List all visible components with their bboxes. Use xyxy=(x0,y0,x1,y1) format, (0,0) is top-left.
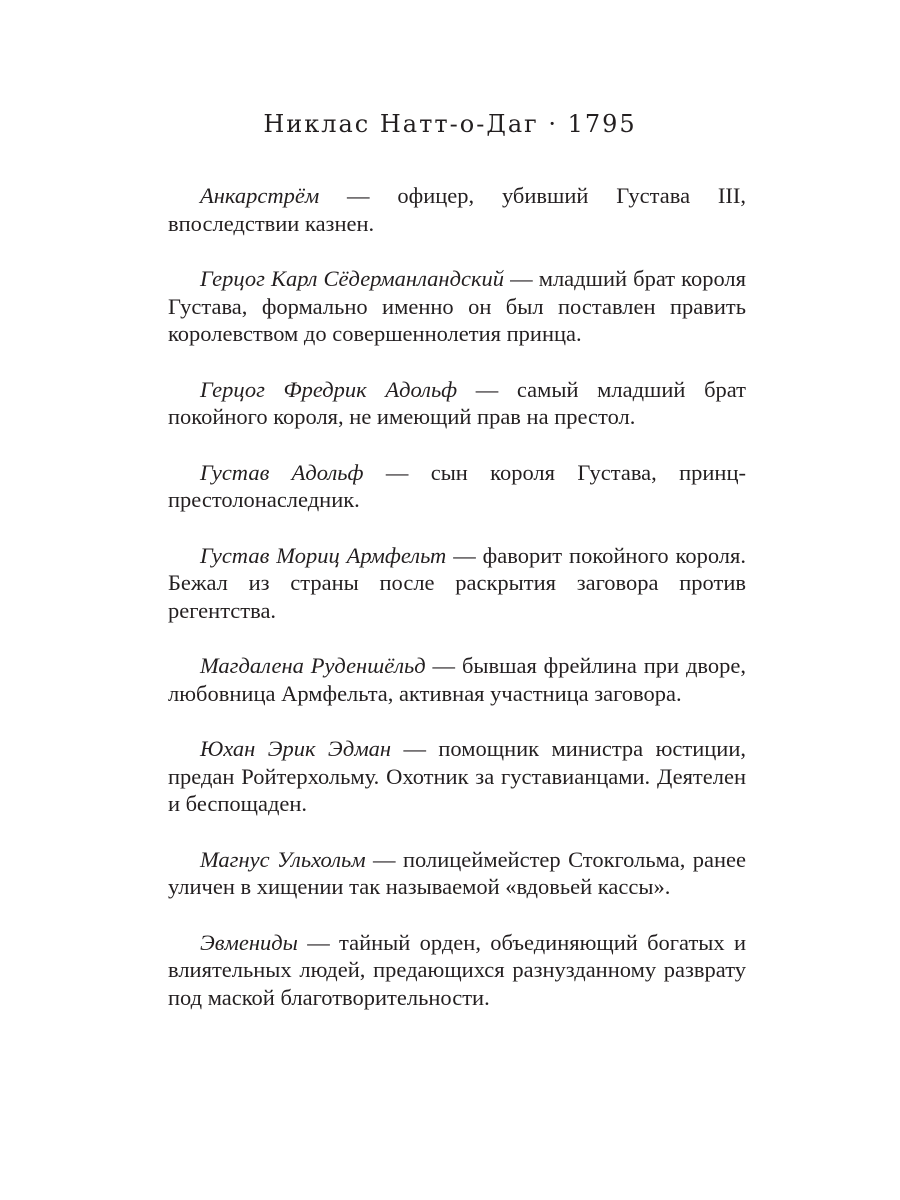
character-name: Магнус Ульхольм xyxy=(200,846,366,872)
character-description: — младший брат короля Густава, формально именно он был поставлен править королевством до совершеннолетия принца. xyxy=(168,266,747,346)
character-entry xyxy=(168,182,746,237)
character-description: — сын короля Густава, принц-престолонаследник. xyxy=(168,459,747,512)
character-name: Эвмениды xyxy=(200,929,298,955)
character-entry xyxy=(168,652,746,707)
character-name: Густав Адольф xyxy=(200,459,364,485)
character-entry xyxy=(168,929,746,1012)
character-name: Магдалена Руденшёльд xyxy=(200,653,426,678)
character-list xyxy=(168,182,746,1039)
character-name: Герцог Карл Сёдерманландский xyxy=(200,266,504,291)
character-entry xyxy=(168,542,746,625)
character-description: — фаворит покойного короля. Бежал из страны после раскрытия заговора против регентства. xyxy=(168,542,747,623)
character-entry xyxy=(168,376,746,431)
character-name: Густав Мориц Армфельт xyxy=(200,542,447,568)
character-description: — самый младший брат покойного короля, не имеющий прав на престол. xyxy=(168,376,747,429)
character-name: Юхан Эрик Эдман xyxy=(200,736,392,761)
character-description: — помощник министра юстиции, предан Ройтерхольму. Охотник за густавианцами. Деятелен и беспощаден. xyxy=(168,736,746,816)
character-name: Герцог Фредрик Адольф xyxy=(200,376,458,402)
character-description: — полицеймейстер Стокгольма, ранее уличен в хищении так называемой «вдовьей кассы». xyxy=(168,846,747,899)
character-entry xyxy=(168,265,746,348)
character-description: — офицер, убивший Густава III, впоследствии казнен. xyxy=(168,183,746,236)
character-entry xyxy=(168,735,746,818)
character-description: — тайный орден, объединяющий богатых и влиятельных людей, предающихся разнузданному разврату под маской благотворительности. xyxy=(168,929,746,1010)
character-entry xyxy=(168,459,746,514)
running-header: Никлас Натт-о-Даг · 1795 xyxy=(263,110,637,138)
character-entry xyxy=(168,846,746,901)
character-description: — бывшая фрейлина при дворе, любовница Армфельта, активная участница заговора. xyxy=(168,653,746,706)
character-name: Анкарстрём xyxy=(200,183,320,208)
